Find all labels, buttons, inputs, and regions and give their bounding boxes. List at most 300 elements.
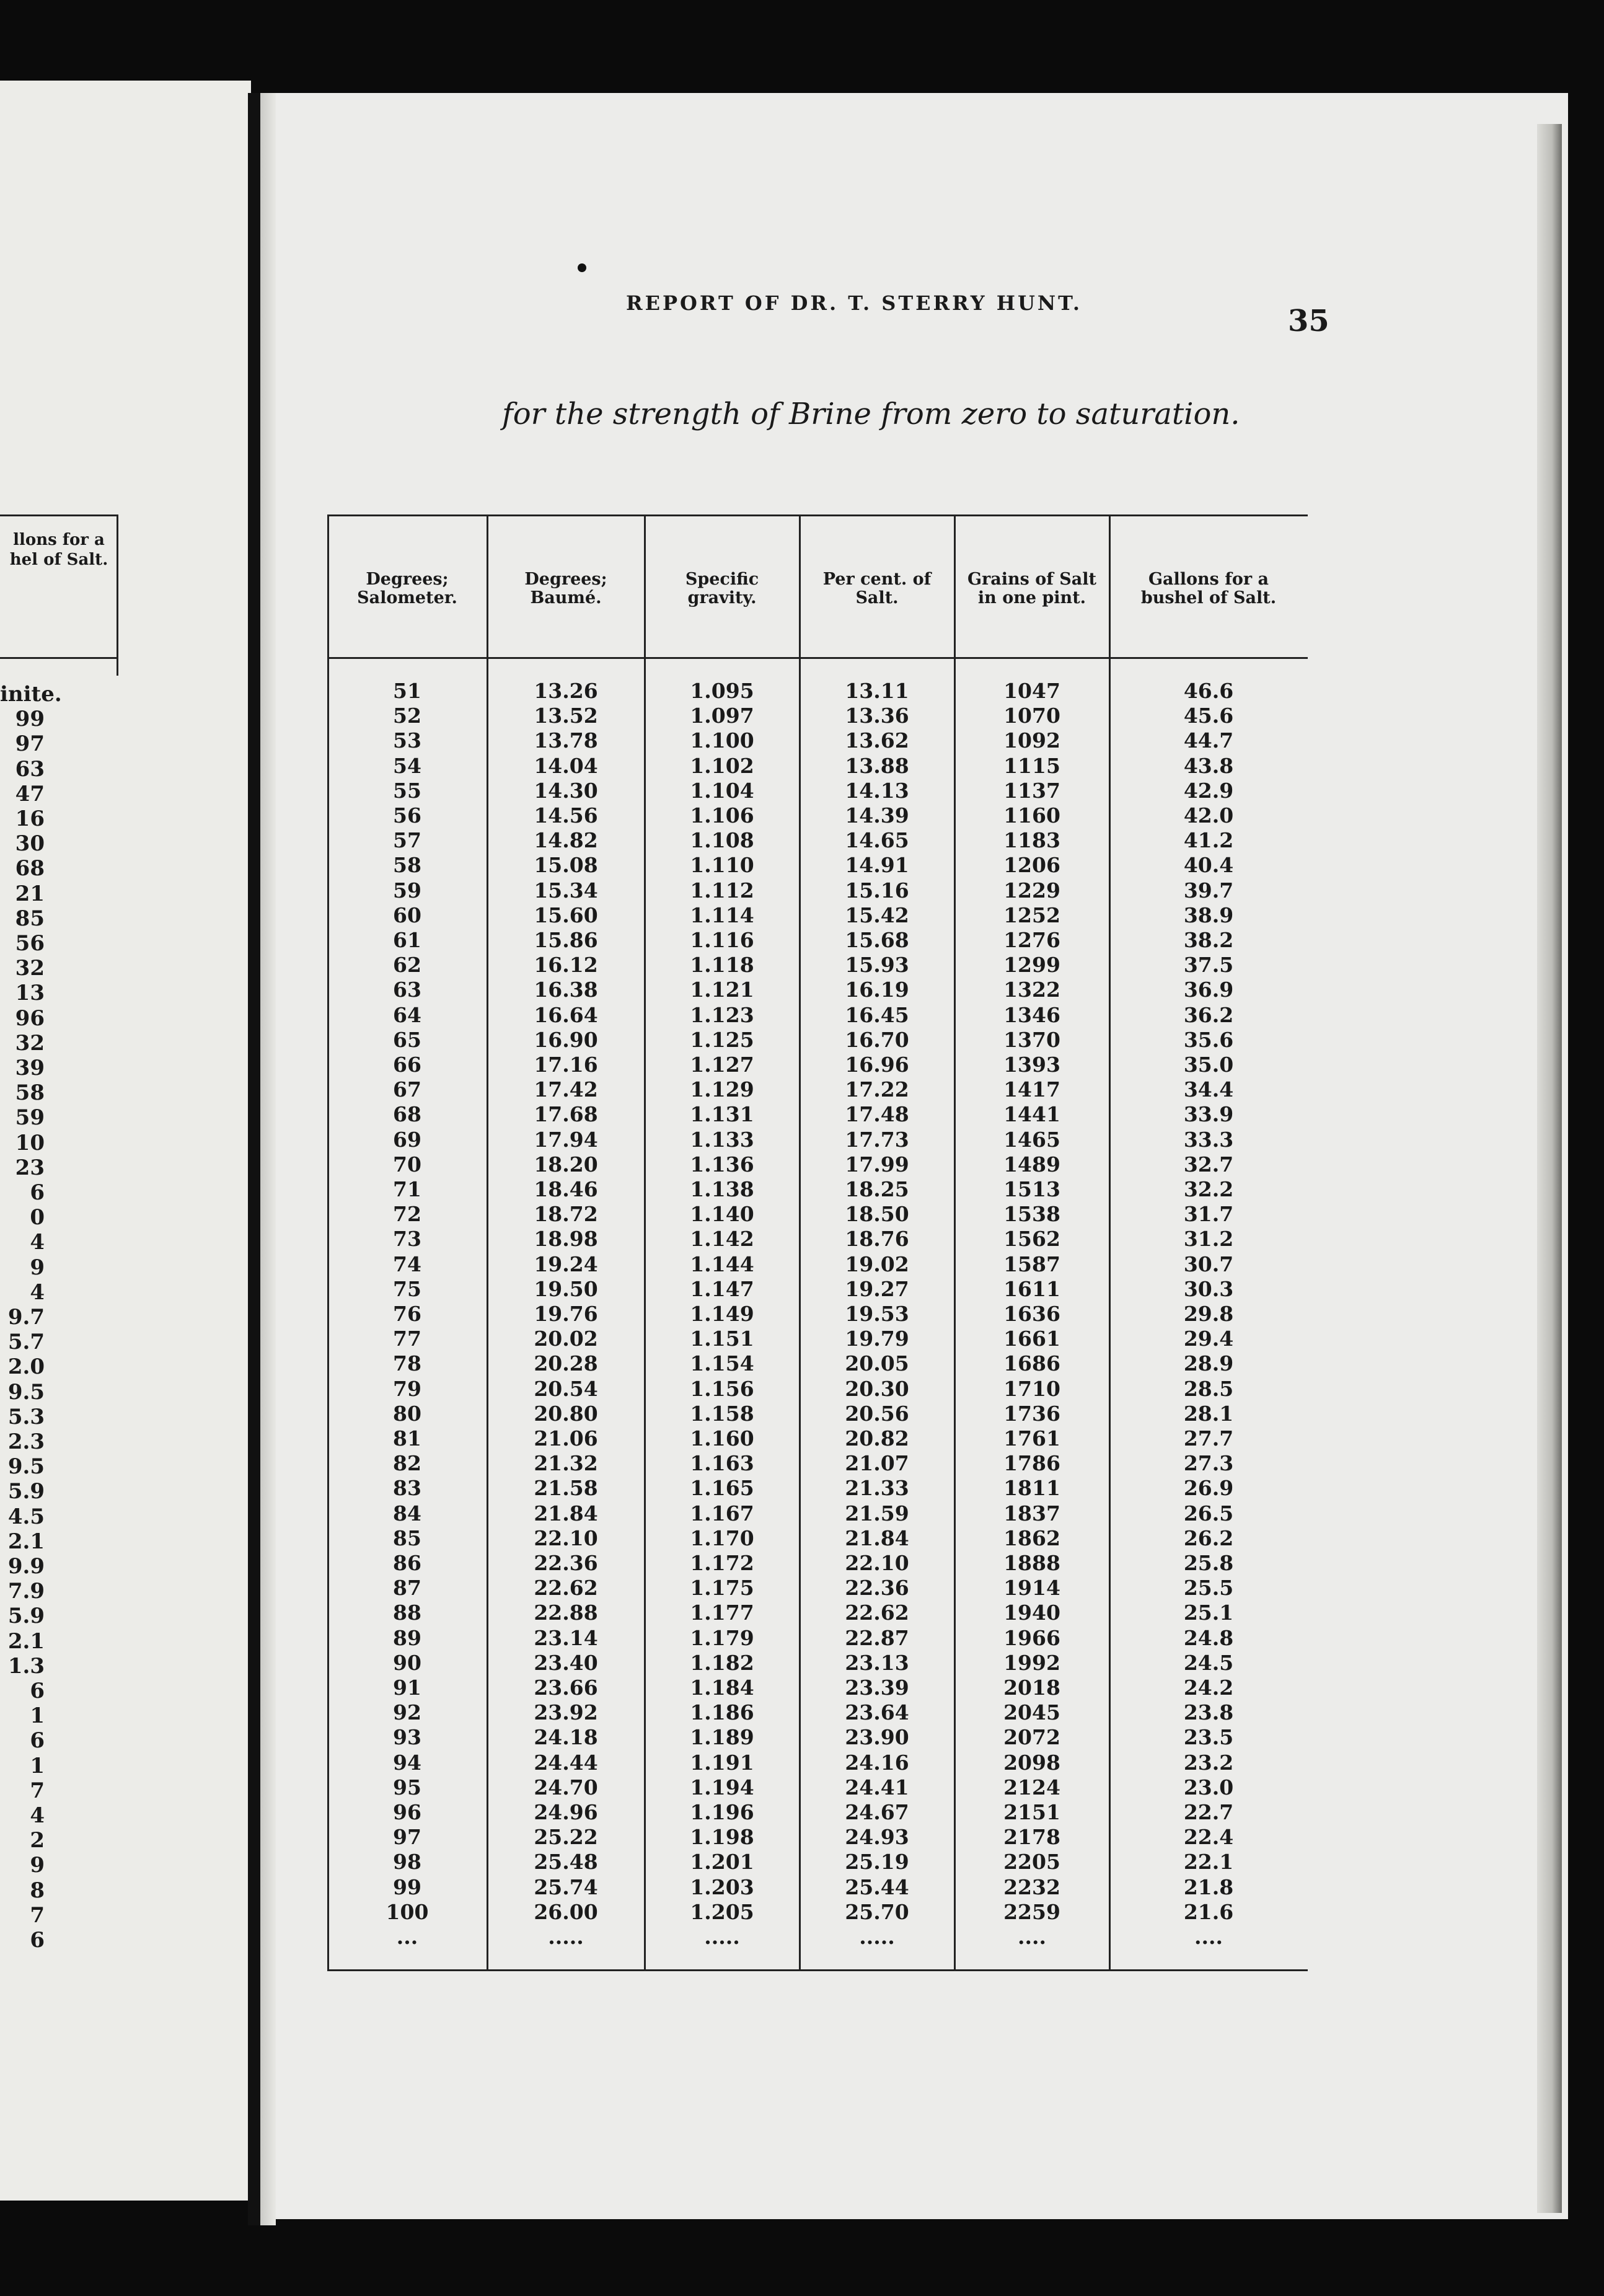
- table-cell-salometer: 64: [393, 1002, 421, 1027]
- table-cell-grains-per-pint: 1966: [1003, 1625, 1060, 1650]
- table-cell-specific-gravity: 1.182: [690, 1650, 754, 1675]
- table-cell-per-cent-salt: 22.87: [845, 1625, 909, 1650]
- table-cell-gallons-per-bushel: 31.7: [1183, 1202, 1234, 1227]
- table-cell-specific-gravity: .....: [704, 1925, 740, 1949]
- table-cell-gallons-per-bushel: 37.5: [1183, 953, 1234, 978]
- table-cell-salometer: 80: [393, 1401, 421, 1426]
- table-cell-grains-per-pint: 1489: [1003, 1152, 1060, 1177]
- table-cell-specific-gravity: 1.158: [690, 1401, 754, 1426]
- table-cell-per-cent-salt: 14.91: [845, 853, 909, 878]
- table-cell-grains-per-pint: 1786: [1003, 1451, 1060, 1476]
- table-cell-specific-gravity: 1.108: [690, 828, 754, 853]
- table-cell-gallons-per-bushel: 45.6: [1183, 704, 1234, 728]
- table-cell-grains-per-pint: 1417: [1003, 1077, 1060, 1102]
- table-cell-per-cent-salt: 21.07: [845, 1451, 909, 1476]
- table-cell-gallons-per-bushel: 28.9: [1183, 1351, 1234, 1376]
- table-cell-specific-gravity: 1.156: [690, 1376, 754, 1401]
- table-cell-per-cent-salt: 20.05: [845, 1351, 909, 1376]
- table-cell-salometer: 68: [393, 1102, 421, 1127]
- table-cell-gallons-per-bushel: 36.2: [1183, 1002, 1234, 1027]
- table-cell-specific-gravity: 1.138: [690, 1177, 754, 1201]
- table-cell-per-cent-salt: 19.27: [845, 1276, 909, 1301]
- left-column-value: 13: [15, 981, 45, 1006]
- table-cell-specific-gravity: 1.131: [690, 1102, 754, 1127]
- table-cell-baume: 14.04: [534, 753, 598, 778]
- table-cell-per-cent-salt: 25.44: [845, 1874, 909, 1899]
- left-column-rule: [117, 514, 118, 676]
- table-cell-specific-gravity: 1.140: [690, 1202, 754, 1227]
- table-cell-gallons-per-bushel: 23.2: [1183, 1750, 1234, 1775]
- table-cell-grains-per-pint: 1160: [1003, 803, 1060, 828]
- table-cell-salometer: 72: [393, 1202, 421, 1227]
- table-cell-gallons-per-bushel: 26.5: [1183, 1501, 1234, 1526]
- left-column-value: 9: [30, 1255, 45, 1280]
- table-cell-specific-gravity: 1.127: [690, 1053, 754, 1077]
- left-column-value: 63: [15, 756, 45, 782]
- table-cell-specific-gravity: 1.186: [690, 1700, 754, 1725]
- left-column-value: 9.9: [7, 1554, 45, 1579]
- table-cell-gallons-per-bushel: 30.7: [1183, 1252, 1234, 1276]
- table-cell-specific-gravity: 1.125: [690, 1027, 754, 1052]
- table-cell-baume: 18.46: [534, 1177, 598, 1201]
- table-cell-specific-gravity: 1.136: [690, 1152, 754, 1177]
- left-column-value: 32: [15, 956, 45, 981]
- table-cell-baume: 15.86: [534, 928, 598, 952]
- table-cell-grains-per-pint: 1393: [1003, 1053, 1060, 1077]
- table-cell-per-cent-salt: 23.90: [845, 1725, 909, 1750]
- table-cell-grains-per-pint: 1710: [1003, 1376, 1060, 1401]
- table-cell-salometer: 96: [393, 1800, 421, 1824]
- table-header-rule: [327, 657, 1308, 659]
- left-table-top-rule: [0, 514, 118, 516]
- table-cell-specific-gravity: 1.116: [690, 928, 754, 952]
- table-cell-salometer: 92: [393, 1700, 421, 1725]
- column-header: Degrees; Baumé.: [524, 570, 607, 607]
- table-cell-gallons-per-bushel: 23.5: [1183, 1725, 1234, 1750]
- table-cell-gallons-per-bushel: 28.5: [1183, 1376, 1234, 1401]
- table-cell-baume: 15.34: [534, 878, 598, 903]
- table-cell-specific-gravity: 1.133: [690, 1127, 754, 1152]
- table-cell-specific-gravity: 1.198: [690, 1825, 754, 1850]
- table-cell-grains-per-pint: 1862: [1003, 1526, 1060, 1550]
- table-cell-specific-gravity: 1.095: [690, 679, 754, 703]
- table-cell-salometer: 67: [393, 1077, 421, 1102]
- table-cell-baume: 26.00: [534, 1899, 598, 1924]
- table-cell-per-cent-salt: 16.96: [845, 1053, 909, 1077]
- table-cell-per-cent-salt: 16.70: [845, 1027, 909, 1052]
- table-cell-specific-gravity: 1.097: [690, 704, 754, 728]
- table-cell-gallons-per-bushel: ....: [1194, 1925, 1223, 1949]
- table-left-rule: [327, 514, 329, 1971]
- left-column-value: 96: [15, 1005, 45, 1031]
- left-column-value: 6: [30, 1728, 45, 1754]
- left-column-value: 4.5: [7, 1504, 45, 1529]
- table-cell-gallons-per-bushel: 26.2: [1183, 1526, 1234, 1550]
- table-cell-baume: .....: [548, 1925, 584, 1949]
- table-cell-baume: 24.18: [534, 1725, 598, 1750]
- table-cell-gallons-per-bushel: 36.9: [1183, 978, 1234, 1002]
- table-cell-per-cent-salt: 14.13: [845, 778, 909, 803]
- table-cell-gallons-per-bushel: 43.8: [1183, 753, 1234, 778]
- left-column-value: 6: [30, 1679, 45, 1703]
- table-cell-per-cent-salt: 21.33: [845, 1476, 909, 1501]
- table-cell-specific-gravity: 1.201: [690, 1850, 754, 1874]
- table-cell-grains-per-pint: 1888: [1003, 1551, 1060, 1575]
- table-cell-baume: 13.52: [534, 704, 598, 728]
- table-cell-gallons-per-bushel: 23.8: [1183, 1700, 1234, 1725]
- table-cell-specific-gravity: 1.123: [690, 1002, 754, 1027]
- table-cell-grains-per-pint: 1252: [1003, 903, 1060, 927]
- table-cell-gallons-per-bushel: 30.3: [1183, 1276, 1234, 1301]
- table-cell-salometer: 61: [393, 928, 421, 952]
- table-cell-grains-per-pint: 1513: [1003, 1177, 1060, 1201]
- table-cell-salometer: ...: [396, 1925, 418, 1949]
- table-cell-per-cent-salt: 15.93: [845, 953, 909, 978]
- left-column-value: 6: [30, 1928, 45, 1953]
- table-cell-per-cent-salt: 22.10: [845, 1551, 909, 1575]
- table-cell-baume: 22.88: [534, 1601, 598, 1625]
- table-cell-gallons-per-bushel: 25.8: [1183, 1551, 1234, 1575]
- table-cell-per-cent-salt: 23.13: [845, 1650, 909, 1675]
- table-cell-grains-per-pint: 1761: [1003, 1426, 1060, 1450]
- table-cell-baume: 20.02: [534, 1327, 598, 1351]
- table-cell-grains-per-pint: 2124: [1003, 1775, 1060, 1799]
- left-column-value: 4: [30, 1230, 45, 1255]
- left-column-value: 5.7: [7, 1330, 45, 1355]
- table-cell-specific-gravity: 1.102: [690, 753, 754, 778]
- table-cell-grains-per-pint: 2205: [1003, 1850, 1060, 1874]
- table-cell-gallons-per-bushel: 28.1: [1183, 1401, 1234, 1426]
- table-cell-grains-per-pint: 1441: [1003, 1102, 1060, 1127]
- table-cell-grains-per-pint: 1322: [1003, 978, 1060, 1002]
- table-cell-baume: 14.30: [534, 778, 598, 803]
- table-cell-grains-per-pint: 1070: [1003, 704, 1060, 728]
- table-cell-grains-per-pint: 2259: [1003, 1899, 1060, 1924]
- table-cell-per-cent-salt: 14.39: [845, 803, 909, 828]
- table-top-rule: [327, 514, 1308, 516]
- table-cell-salometer: 73: [393, 1227, 421, 1252]
- table-cell-per-cent-salt: 25.70: [845, 1899, 909, 1924]
- table-cell-baume: 14.82: [534, 828, 598, 853]
- table-cell-per-cent-salt: 20.82: [845, 1426, 909, 1450]
- table-cell-per-cent-salt: 16.19: [845, 978, 909, 1002]
- table-cell-baume: 25.74: [534, 1874, 598, 1899]
- column-header: Grains of Salt in one pint.: [967, 570, 1096, 607]
- left-column-value: 5.9: [7, 1479, 45, 1504]
- table-cell-gallons-per-bushel: 27.3: [1183, 1451, 1234, 1476]
- table-cell-salometer: 70: [393, 1152, 421, 1177]
- table-cell-per-cent-salt: 19.79: [845, 1327, 909, 1351]
- table-cell-baume: 16.64: [534, 1002, 598, 1027]
- table-cell-grains-per-pint: 1206: [1003, 853, 1060, 878]
- table-cell-gallons-per-bushel: 44.7: [1183, 728, 1234, 753]
- left-column-value: 4: [30, 1803, 45, 1828]
- table-cell-specific-gravity: 1.160: [690, 1426, 754, 1450]
- table-cell-per-cent-salt: 19.02: [845, 1252, 909, 1276]
- table-cell-baume: 14.56: [534, 803, 598, 828]
- table-cell-specific-gravity: 1.118: [690, 953, 754, 978]
- left-column-value: 1: [30, 1703, 45, 1729]
- table-cell-gallons-per-bushel: 33.9: [1183, 1102, 1234, 1127]
- left-column-value: 0: [30, 1205, 45, 1230]
- table-cell-baume: 24.70: [534, 1775, 598, 1799]
- table-bottom-rule: [327, 1969, 1308, 1971]
- table-cell-specific-gravity: 1.144: [690, 1252, 754, 1276]
- table-cell-specific-gravity: 1.175: [690, 1576, 754, 1601]
- table-cell-per-cent-salt: 25.19: [845, 1850, 909, 1874]
- table-cell-gallons-per-bushel: 46.6: [1183, 679, 1234, 703]
- table-cell-salometer: 83: [393, 1476, 421, 1501]
- table-cell-salometer: 55: [393, 778, 421, 803]
- table-cell-baume: 25.22: [534, 1825, 598, 1850]
- table-cell-grains-per-pint: ....: [1018, 1925, 1046, 1949]
- table-cell-grains-per-pint: 1811: [1003, 1476, 1060, 1501]
- table-cell-salometer: 57: [393, 828, 421, 853]
- table-cell-salometer: 88: [393, 1601, 421, 1625]
- table-cell-gallons-per-bushel: 29.4: [1183, 1327, 1234, 1351]
- table-cell-gallons-per-bushel: 21.8: [1183, 1874, 1234, 1899]
- table-cell-grains-per-pint: 2098: [1003, 1750, 1060, 1775]
- table-cell-grains-per-pint: 1914: [1003, 1576, 1060, 1601]
- table-cell-salometer: 59: [393, 878, 421, 903]
- table-cell-specific-gravity: 1.151: [690, 1327, 754, 1351]
- left-column-value: 59: [15, 1105, 45, 1131]
- table-cell-gallons-per-bushel: 31.2: [1183, 1227, 1234, 1252]
- left-column-value: 99: [15, 707, 45, 732]
- table-cell-salometer: 53: [393, 728, 421, 753]
- table-cell-per-cent-salt: 13.36: [845, 704, 909, 728]
- table-cell-per-cent-salt: 17.73: [845, 1127, 909, 1152]
- table-cell-specific-gravity: 1.149: [690, 1302, 754, 1326]
- table-cell-grains-per-pint: 1092: [1003, 728, 1060, 753]
- left-column-value: 10: [15, 1130, 45, 1155]
- table-cell-salometer: 89: [393, 1625, 421, 1650]
- left-header-rule: [0, 657, 118, 659]
- table-cell-grains-per-pint: 2178: [1003, 1825, 1060, 1850]
- table-cell-gallons-per-bushel: 25.5: [1183, 1576, 1234, 1601]
- table-cell-baume: 23.66: [534, 1676, 598, 1700]
- table-cell-specific-gravity: 1.170: [690, 1526, 754, 1550]
- table-cell-grains-per-pint: 1137: [1003, 778, 1060, 803]
- table-cell-baume: 24.96: [534, 1800, 598, 1824]
- table-cell-gallons-per-bushel: 33.3: [1183, 1127, 1234, 1152]
- table-cell-salometer: 54: [393, 753, 421, 778]
- table-cell-salometer: 65: [393, 1027, 421, 1052]
- table-cell-grains-per-pint: 1992: [1003, 1650, 1060, 1675]
- left-column-header: llons for a hel of Salt.: [9, 531, 108, 569]
- table-cell-baume: 21.84: [534, 1501, 598, 1526]
- left-column-value: 7.9: [7, 1579, 45, 1604]
- table-subtitle: for the strength of Brine from zero to saturation.: [502, 397, 1240, 431]
- table-cell-salometer: 95: [393, 1775, 421, 1799]
- column-divider: [799, 514, 801, 1971]
- page-edge: [1537, 124, 1562, 2213]
- table-cell-grains-per-pint: 1346: [1003, 1002, 1060, 1027]
- table-cell-grains-per-pint: 1562: [1003, 1227, 1060, 1252]
- table-cell-per-cent-salt: 20.56: [845, 1401, 909, 1426]
- table-cell-gallons-per-bushel: 41.2: [1183, 828, 1234, 853]
- table-cell-baume: 23.40: [534, 1650, 598, 1675]
- left-column-value: 2: [30, 1828, 45, 1853]
- table-cell-baume: 22.62: [534, 1576, 598, 1601]
- table-cell-gallons-per-bushel: 29.8: [1183, 1302, 1234, 1326]
- table-cell-gallons-per-bushel: 39.7: [1183, 878, 1234, 903]
- column-header: Degrees; Salometer.: [357, 570, 457, 607]
- table-cell-gallons-per-bushel: 25.1: [1183, 1601, 1234, 1625]
- table-cell-gallons-per-bushel: 38.2: [1183, 928, 1234, 952]
- table-cell-gallons-per-bushel: 27.7: [1183, 1426, 1234, 1450]
- table-cell-gallons-per-bushel: 22.1: [1183, 1850, 1234, 1874]
- table-cell-per-cent-salt: 13.88: [845, 753, 909, 778]
- table-cell-salometer: 82: [393, 1451, 421, 1476]
- table-cell-per-cent-salt: 24.93: [845, 1825, 909, 1850]
- left-column-value: 7: [30, 1902, 45, 1928]
- table-cell-salometer: 58: [393, 853, 421, 878]
- left-column-value: 30: [15, 831, 45, 857]
- table-cell-salometer: 79: [393, 1376, 421, 1401]
- table-cell-specific-gravity: 1.163: [690, 1451, 754, 1476]
- table-cell-specific-gravity: 1.205: [690, 1899, 754, 1924]
- table-cell-per-cent-salt: 24.41: [845, 1775, 909, 1799]
- table-cell-specific-gravity: 1.165: [690, 1476, 754, 1501]
- table-cell-baume: 25.48: [534, 1850, 598, 1874]
- table-cell-specific-gravity: 1.147: [690, 1276, 754, 1301]
- table-cell-specific-gravity: 1.189: [690, 1725, 754, 1750]
- table-cell-per-cent-salt: 18.25: [845, 1177, 909, 1201]
- brine-strength-table: [327, 514, 1308, 1971]
- left-column-value: 2.1: [7, 1628, 45, 1654]
- table-cell-baume: 21.06: [534, 1426, 598, 1450]
- left-column-value: 5.3: [7, 1404, 45, 1429]
- table-cell-grains-per-pint: 1636: [1003, 1302, 1060, 1326]
- left-column-value: 97: [15, 731, 45, 757]
- table-cell-baume: 20.80: [534, 1401, 598, 1426]
- table-cell-salometer: 93: [393, 1725, 421, 1750]
- table-cell-per-cent-salt: 23.39: [845, 1676, 909, 1700]
- table-cell-salometer: 76: [393, 1302, 421, 1326]
- table-cell-salometer: 66: [393, 1053, 421, 1077]
- table-cell-grains-per-pint: 1940: [1003, 1601, 1060, 1625]
- table-cell-gallons-per-bushel: 32.2: [1183, 1177, 1234, 1201]
- table-cell-grains-per-pint: 1276: [1003, 928, 1060, 952]
- left-column-value: 8: [30, 1878, 45, 1903]
- table-cell-per-cent-salt: 17.99: [845, 1152, 909, 1177]
- table-cell-baume: 18.72: [534, 1202, 598, 1227]
- table-cell-grains-per-pint: 1299: [1003, 953, 1060, 978]
- table-cell-baume: 23.92: [534, 1700, 598, 1725]
- table-cell-grains-per-pint: 1736: [1003, 1401, 1060, 1426]
- table-cell-baume: 24.44: [534, 1750, 598, 1775]
- table-cell-salometer: 84: [393, 1501, 421, 1526]
- table-cell-salometer: 87: [393, 1576, 421, 1601]
- table-cell-per-cent-salt: 13.62: [845, 728, 909, 753]
- table-cell-salometer: 99: [393, 1874, 421, 1899]
- book-spine: [248, 93, 260, 2238]
- column-divider: [644, 514, 646, 1971]
- table-cell-baume: 19.76: [534, 1302, 598, 1326]
- table-cell-specific-gravity: 1.129: [690, 1077, 754, 1102]
- column-divider: [954, 514, 956, 1971]
- table-cell-baume: 16.90: [534, 1027, 598, 1052]
- table-cell-baume: 19.50: [534, 1276, 598, 1301]
- table-cell-salometer: 91: [393, 1676, 421, 1700]
- table-cell-baume: 18.98: [534, 1227, 598, 1252]
- table-cell-baume: 22.10: [534, 1526, 598, 1550]
- table-cell-per-cent-salt: 17.48: [845, 1102, 909, 1127]
- table-cell-grains-per-pint: 1465: [1003, 1127, 1060, 1152]
- table-cell-salometer: 71: [393, 1177, 421, 1201]
- table-cell-per-cent-salt: 22.36: [845, 1576, 909, 1601]
- table-cell-gallons-per-bushel: 40.4: [1183, 853, 1234, 878]
- left-column-value: 4: [30, 1279, 45, 1305]
- scan-background: [0, 2225, 1604, 2296]
- table-cell-salometer: 69: [393, 1127, 421, 1152]
- table-cell-per-cent-salt: 18.76: [845, 1227, 909, 1252]
- table-cell-gallons-per-bushel: 35.6: [1183, 1027, 1234, 1052]
- table-cell-per-cent-salt: 20.30: [845, 1376, 909, 1401]
- table-cell-specific-gravity: 1.154: [690, 1351, 754, 1376]
- table-cell-per-cent-salt: .....: [859, 1925, 895, 1949]
- column-divider: [487, 514, 488, 1971]
- table-cell-salometer: 90: [393, 1650, 421, 1675]
- left-column-value: 2.0: [7, 1354, 45, 1380]
- table-cell-per-cent-salt: 18.50: [845, 1202, 909, 1227]
- table-cell-gallons-per-bushel: 35.0: [1183, 1053, 1234, 1077]
- table-cell-grains-per-pint: 1837: [1003, 1501, 1060, 1526]
- table-cell-salometer: 98: [393, 1850, 421, 1874]
- table-cell-salometer: 77: [393, 1327, 421, 1351]
- table-cell-specific-gravity: 1.121: [690, 978, 754, 1002]
- table-cell-grains-per-pint: 1047: [1003, 679, 1060, 703]
- left-column-value: 32: [15, 1030, 45, 1056]
- table-cell-gallons-per-bushel: 42.9: [1183, 778, 1234, 803]
- table-cell-grains-per-pint: 1587: [1003, 1252, 1060, 1276]
- left-column-value: 7: [30, 1778, 45, 1803]
- page-number: 35: [1288, 304, 1329, 338]
- left-column-value: 2.1: [7, 1529, 45, 1554]
- table-cell-grains-per-pint: 1686: [1003, 1351, 1060, 1376]
- table-cell-per-cent-salt: 22.62: [845, 1601, 909, 1625]
- left-column-value: 6: [30, 1180, 45, 1205]
- table-cell-baume: 19.24: [534, 1252, 598, 1276]
- table-cell-baume: 17.16: [534, 1053, 598, 1077]
- table-cell-baume: 17.68: [534, 1102, 598, 1127]
- table-cell-gallons-per-bushel: 32.7: [1183, 1152, 1234, 1177]
- table-cell-baume: 17.42: [534, 1077, 598, 1102]
- table-cell-baume: 20.54: [534, 1376, 598, 1401]
- column-header: Per cent. of Salt.: [822, 570, 932, 607]
- table-cell-salometer: 56: [393, 803, 421, 828]
- table-cell-salometer: 52: [393, 704, 421, 728]
- table-cell-specific-gravity: 1.203: [690, 1874, 754, 1899]
- table-cell-salometer: 86: [393, 1551, 421, 1575]
- table-cell-gallons-per-bushel: 26.9: [1183, 1476, 1234, 1501]
- table-cell-baume: 13.78: [534, 728, 598, 753]
- table-cell-baume: 16.12: [534, 953, 598, 978]
- table-cell-specific-gravity: 1.104: [690, 778, 754, 803]
- table-cell-per-cent-salt: 15.68: [845, 928, 909, 952]
- table-cell-grains-per-pint: 2232: [1003, 1874, 1060, 1899]
- table-cell-salometer: 75: [393, 1276, 421, 1301]
- table-cell-specific-gravity: 1.194: [690, 1775, 754, 1799]
- table-cell-specific-gravity: 1.179: [690, 1625, 754, 1650]
- table-cell-grains-per-pint: 1538: [1003, 1202, 1060, 1227]
- column-divider: [1109, 514, 1111, 1971]
- left-column-value: 1: [30, 1753, 45, 1778]
- table-cell-salometer: 78: [393, 1351, 421, 1376]
- table-cell-grains-per-pint: 1661: [1003, 1327, 1060, 1351]
- table-cell-baume: 15.60: [534, 903, 598, 927]
